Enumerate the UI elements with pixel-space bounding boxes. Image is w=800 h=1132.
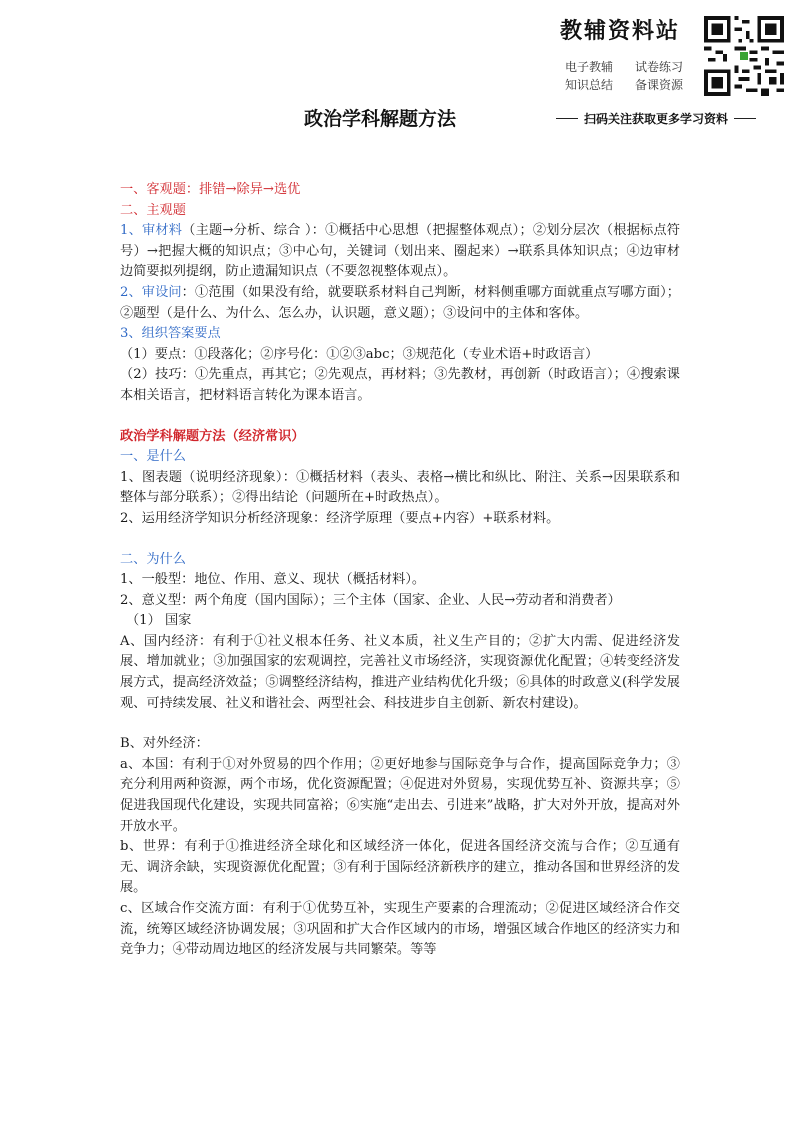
answer-organization-heading: 3、组织答案要点: [120, 326, 221, 342]
answer-points-text: （1）要点：①段落化；②序号化：①②③abc；③规范化（专业术语+时政语言）: [120, 346, 599, 362]
link-knowledge-summary[interactable]: 知识总结: [565, 78, 614, 92]
link-e-tutoring[interactable]: 电子教辅: [565, 60, 614, 74]
review-material-paragraph: [120, 221, 680, 283]
review-material-text: （主题→分析、综合 ）：①概括中心思想（把握整体观点）；②划分层次（根据标点符号）→把握大概的知识点；③中心句，关键词（划出来、圈起来）→联系具体知识点；④边审材边简要拟列提纲，防止遗漏知识点（不要忽视整体观点）。: [120, 223, 680, 280]
review-material-heading: 1、审材料: [120, 223, 183, 239]
scan-tip-text: 扫码关注获取更多学习资料: [584, 112, 729, 126]
brand-links-row-1: [565, 58, 705, 76]
apply-economics-text: 2、运用经济学知识分析经济现象：经济学原理（要点+内容）+联系材料。: [120, 510, 560, 526]
why-heading: 二、为什么: [120, 551, 186, 567]
scan-tip-left-rule: [556, 118, 578, 119]
world-text: b、世界：有利于①推进经济全球化和区域经济一体化，促进各国经济交流与合作；②互通有无、调济余缺，实现资源优化配置；③有利于国际经济新秩序的建立，推动各国和世界经济的发展。: [120, 839, 680, 896]
domestic-economy-text: A、国内经济：有利于①社义根本任务、社义本质，社义生产目的；②扩大内需、促进经济发展、增加就业；③加强国家的宏观调控，完善社义市场经济，实现资源优化配置；④转变经济发展方式，提高经济效益；⑤调整经济结构，推进产业结构优化升级；⑥具体的时政意义(科学发展观、可持续发展、社义和谐社会、两型社会、科技进步自主创新、新农村建设)。: [120, 633, 680, 711]
brand-links: [565, 58, 705, 94]
brand-title: 教辅资料站: [560, 19, 681, 44]
chart-question-text: 1、图表题（说明经济现象）：①概括材料（表头、表格→横比和纵比、附注、关系→因果联系和整体与部分联系）；②得出结论（问题所在+时政热点）。: [120, 469, 680, 506]
review-question-text: ：①范围（如果没有给，就要联系材料自己判断，材料侧重哪方面就重点写哪方面）；②题型（是什么、为什么、怎么办，认识题，意义题）；③设问中的主体和客体。: [120, 284, 680, 321]
foreign-economy-heading: B、对外经济：: [120, 736, 209, 752]
document-body: [120, 180, 680, 961]
spacer: [120, 407, 680, 427]
review-question-paragraph: [120, 283, 680, 324]
objective-question-heading: 一、客观题：排错→除异→选优: [120, 182, 301, 197]
qr-code-icon[interactable]: [704, 14, 784, 98]
brand-links-row-2: [565, 76, 705, 94]
spacer: [120, 530, 680, 550]
document-title: 政治学科解题方法: [304, 108, 457, 130]
link-exam-practice[interactable]: 试卷练习: [635, 60, 684, 74]
what-heading: 一、是什么: [120, 449, 186, 465]
review-question-heading: 2、审设问: [120, 284, 182, 300]
scan-tip-right-rule: [734, 118, 756, 119]
economics-section-title: 政治学科解题方法（经济常识）: [120, 428, 305, 444]
regional-cooperation-text: c、区域合作交流方面：有利于①优势互补，实现生产要素的合理流动；②促进区域经济合作交流，统筹区域经济协调发展；③巩固和扩大合作区域内的市场，增强区域合作地区的经济实力和竞争力；④带动周边地区的经济发展与共同繁荣。等等: [120, 901, 680, 958]
home-country-text: a、本国：有利于①对外贸易的四个作用；②更好地参与国际竞争与合作，提高国际竞争力；③充分利用两种资源，两个市场，优化资源配置；④促进对外贸易，实现优势互补、资源共享；⑤促进我国现代化建设，实现共同富裕；⑥实施“走出去、引进来”战略，扩大对外开放，提高对外开放水平。: [120, 756, 680, 834]
nation-subheading: （1） 国家: [126, 613, 192, 629]
significance-type-text: 2、意义型：两个角度（国内国际）；三个主体（国家、企业、人民→劳动者和消费者）: [120, 592, 621, 608]
link-lesson-resources[interactable]: 备课资源: [635, 78, 684, 92]
general-type-text: 1、一般型：地位、作用、意义、现状（概括材料）。: [120, 572, 426, 588]
scan-tip: [556, 110, 756, 127]
spacer: [120, 714, 680, 734]
answer-skills-text: （2）技巧：①先重点，再其它；②先观点，再材料；③先教材，再创新（时政语言）；④搜索课本相关语言，把材料语言转化为课本语言。: [120, 367, 680, 403]
subjective-question-heading: 二、主观题: [120, 202, 186, 218]
